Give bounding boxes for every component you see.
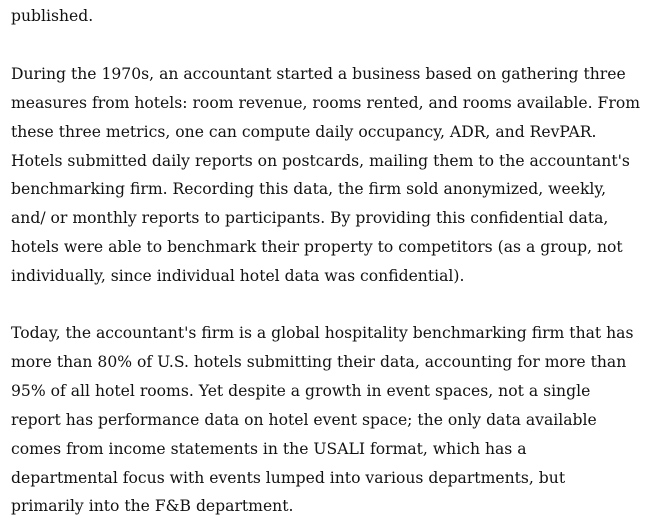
text-line: primarily into the F&B department. [11, 497, 294, 515]
text-line: Today, the accountant's firm is a global hospitality benchmarking firm that has [11, 324, 634, 342]
text-line: During the 1970s, an accountant started a business based on gathering three [11, 65, 626, 83]
text-line: comes from income statements in the USALI format, which has a [11, 440, 527, 458]
text-line: measures from hotels: room revenue, rooms rented, and rooms available. From [11, 94, 640, 112]
text-line: report has performance data on hotel event space; the only data available [11, 411, 597, 429]
text-line: published. [11, 7, 94, 25]
text-line: individually, since individual hotel data was confidential). [11, 267, 465, 285]
text-line: benchmarking firm. Recording this data, the firm sold anonymized, weekly, [11, 180, 607, 198]
text-line: these three metrics, one can compute daily occupancy, ADR, and RevPAR. [11, 123, 597, 141]
text-line: and/ or monthly reports to participants. By providing this confidential data, [11, 209, 609, 227]
text-line: 95% of all hotel rooms. Yet despite a growth in event spaces, not a single [11, 382, 591, 400]
text-line: departmental focus with events lumped into various departments, but [11, 469, 566, 487]
text-line: Hotels submitted daily reports on postcards, mailing them to the accountant's [11, 152, 630, 170]
text-line: more than 80% of U.S. hotels submitting their data, accounting for more than [11, 353, 627, 371]
text-line: hotels were able to benchmark their property to competitors (as a group, not [11, 238, 623, 256]
